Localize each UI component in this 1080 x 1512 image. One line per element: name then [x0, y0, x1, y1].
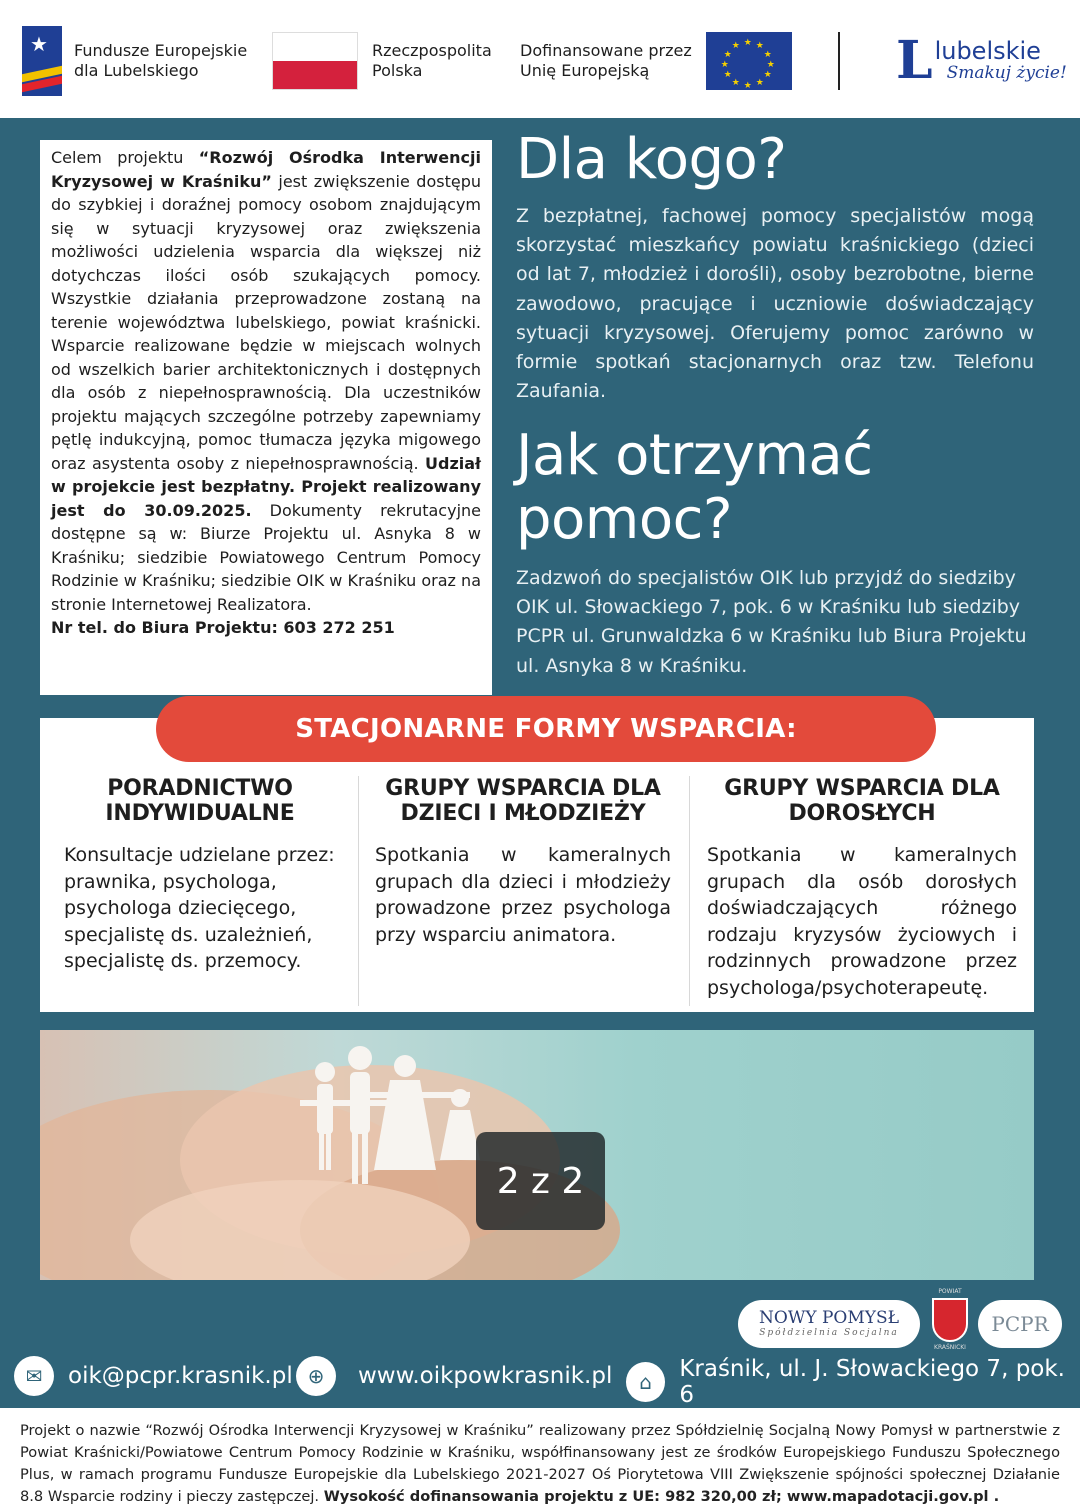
header-divider: [838, 32, 840, 90]
nowy-pomysl-name: NOWY POMYSŁ: [759, 1308, 899, 1328]
jak-otrzymac-heading: Jak otrzymać pomoc?: [516, 423, 873, 552]
dla-kogo-text: Z bezpłatnej, fachowej pomocy specjalistów mogą skorzystać mieszkańcy powiatu kraśnickiego (dzieci od lat 7, młodzież i dorośli), osoby bezrobotne, bierne zawodowo, pracujące i uczniowie doświadczający sytuacji kryzysowej. Oferujemy pomoc zarówno w formie spotkań stacjonarnych oraz tzw. Telefonu Zaufania.: [516, 205, 1034, 403]
pcpr-logo: PCPR: [978, 1300, 1062, 1348]
support-forms-title: STACJONARNE FORMY WSPARCIA:: [156, 696, 936, 762]
project-name: “Rozwój Ośrodka Interwencji Kryzysowej w Kraśniku”: [51, 148, 481, 191]
form-title: GRUPY WSPARCIA DLA DOROSŁYCH: [724, 776, 1000, 826]
form-title: GRUPY WSPARCIA DLA DZIECI I MŁODZIEŻY: [385, 776, 661, 826]
powiat-crest: [928, 1288, 972, 1358]
free-note: Udział w projekcie jest bezpłatny. Projekt realizowany jest do 30.09.2025.: [51, 453, 481, 520]
pl-line1: Rzeczpospolita: [372, 41, 492, 60]
form-text: Konsultacje udzielane przez: prawnika, psychologa, psychologa dziecięcego, specjalistę ds. uzależnień, specjalistę ds. przemocy.: [64, 844, 335, 972]
envelope-icon: ✉: [14, 1356, 54, 1396]
page-indicator: 2 z 2: [476, 1132, 605, 1230]
fe-logo: [22, 26, 247, 96]
lubelskie-name: lubelskie: [934, 37, 1041, 65]
form-column-individual: [64, 776, 336, 975]
form-column-adults: [707, 776, 1017, 1001]
eu-logo: [520, 32, 792, 90]
intro-text: Celem projektu “Rozwój Ośrodka Interwencji Kryzysowej w Kraśniku” jest zwiększenie dostępu do szybkiej i doraźnej pomocy osobom znajdującym się w sytuacji kryzysowej oraz zwiększenia możliwości udzielenia wsparcia dla większej niż dotychczas ilości osób szukających pomocy. Wszystkie działania przeprowadzone zostaną na terenie województwa lubelskiego, powiat kraśnicki. Wsparcie realizowane będzie w miejscach wolnych od wszelkich barier architektonicznych i dostępnych dla osób z niepełnosprawnością. Dla uczestników projektu mających szczególne potrzeby zapewniamy pętlę indukcyjną, pomoc tłumacza języka migowego oraz asystenta osoby z niepełnosprawnością. Udział w projekcie jest bezpłatny. Projekt realizowany jest do 30.09.2025. Dokumenty rekrutacyjne dostępne są w: Biurze Projektu ul. Asnyka 8 w Kraśniku; siedzibie Powiatowego Centrum Pomocy Rodzinie w Kraśniku; siedzibie OIK w Kraśniku oraz na stronie Internetowej Realizatora. Nr tel. do Biura Projektu: 603 272 251: [51, 148, 482, 637]
dla-kogo-heading: Dla kogo?: [516, 127, 787, 192]
footer-funding: Wysokość dofinansowania projektu z UE: 982 320,00 zł; www.mapadotacji.gov.pl .: [323, 1488, 1000, 1505]
home-icon: ⌂: [626, 1362, 665, 1402]
polish-flag-icon: [272, 32, 358, 90]
email-text[interactable]: oik@pcpr.krasnik.pl: [68, 1363, 293, 1389]
column-divider: [358, 776, 359, 1006]
header: [0, 0, 1080, 118]
pl-line2: Polska: [372, 61, 423, 80]
form-title: PORADNICTWO INDYWIDUALNE: [105, 776, 295, 826]
pl-logo: [272, 32, 492, 90]
crest-top-text: POWIAT: [938, 1288, 962, 1295]
www-text[interactable]: www.oikpowkrasnik.pl: [358, 1363, 613, 1389]
jak-otrzymac-text: Zadzwoń do specjalistów OIK lub przyjdź do siedziby OIK ul. Słowackiego 7, pok. 6 w Kraśniku lub siedziby PCPR ul. Grunwaldzka 6 w Kraśniku lub Biura Projektu ul. Asnyka 8 w Kraśniku.: [516, 567, 1027, 677]
crest-shield-icon: [932, 1298, 968, 1342]
fe-logo-line1: Fundusze Europejskie: [74, 41, 248, 60]
intro-box: [40, 140, 492, 695]
nowy-pomysl-logo: [738, 1300, 920, 1348]
footer-text: Projekt o nazwie “Rozwój Ośrodka Interwencji Kryzysowej w Kraśniku” realizowany przez Spółdzielnię Socjalną Nowy Pomysł w partnerstwie z Powiat Kraśnicki/Powiatowe Centrum Pomocy Rodzinie w Kraśniku, współfinansowany jest ze środków Europejskiego Funduszu Społecznego Plus, w ramach programu Fundusze Europejskie dla Lubelskiego 2021-2027 Oś Piorytetowa VIII Zwiększenie spójności społecznej Działanie 8.8 Wsparcie rodziny i pieczy zastępczej. Wysokość dofinansowania projektu z UE: 982 320,00 zł; www.mapadotacji.gov.pl .: [20, 1422, 1060, 1505]
form-column-children: [375, 776, 671, 948]
address-text: Kraśnik, ul. J. Słowackiego 7, pok. 6: [679, 1356, 1065, 1408]
eu-line1: Dofinansowane przez: [520, 41, 692, 60]
lubelskie-slogan: Smakuj życie!: [946, 63, 1067, 83]
column-divider: [689, 776, 690, 1006]
crest-bottom-text: KRAŚNICKI: [934, 1344, 966, 1351]
contact-www[interactable]: [296, 1356, 612, 1396]
globe-icon: ⊕: [296, 1356, 336, 1396]
fe-flag-icon: ★: [22, 26, 64, 96]
project-phone: Nr tel. do Biura Projektu: 603 272 251: [51, 618, 395, 637]
eu-line2: Unię Europejską: [520, 61, 650, 80]
fe-logo-line2: dla Lubelskiego: [74, 61, 199, 80]
lubelskie-mark-icon: L: [896, 30, 933, 91]
form-text: Spotkania w kameralnych grupach dla dzieci i młodzieży prowadzone przez psychologa przy wsparciu animatora.: [375, 844, 671, 946]
form-text: Spotkania w kameralnych grupach dla osób dorosłych doświadczających różnego rodzaju kryzysów życiowych i rodzinnych prowadzone przez psychologa/psychoterapeutę.: [707, 844, 1017, 999]
eu-flag-icon: ★ ★ ★ ★ ★ ★ ★ ★ ★ ★ ★ ★: [706, 32, 792, 90]
contact-address: [626, 1356, 1080, 1408]
footer: [0, 1408, 1080, 1512]
lubelskie-logo: [896, 30, 1067, 91]
nowy-pomysl-sub: Spółdzielnia Socjalna: [759, 1328, 899, 1338]
contact-email[interactable]: [14, 1356, 293, 1396]
